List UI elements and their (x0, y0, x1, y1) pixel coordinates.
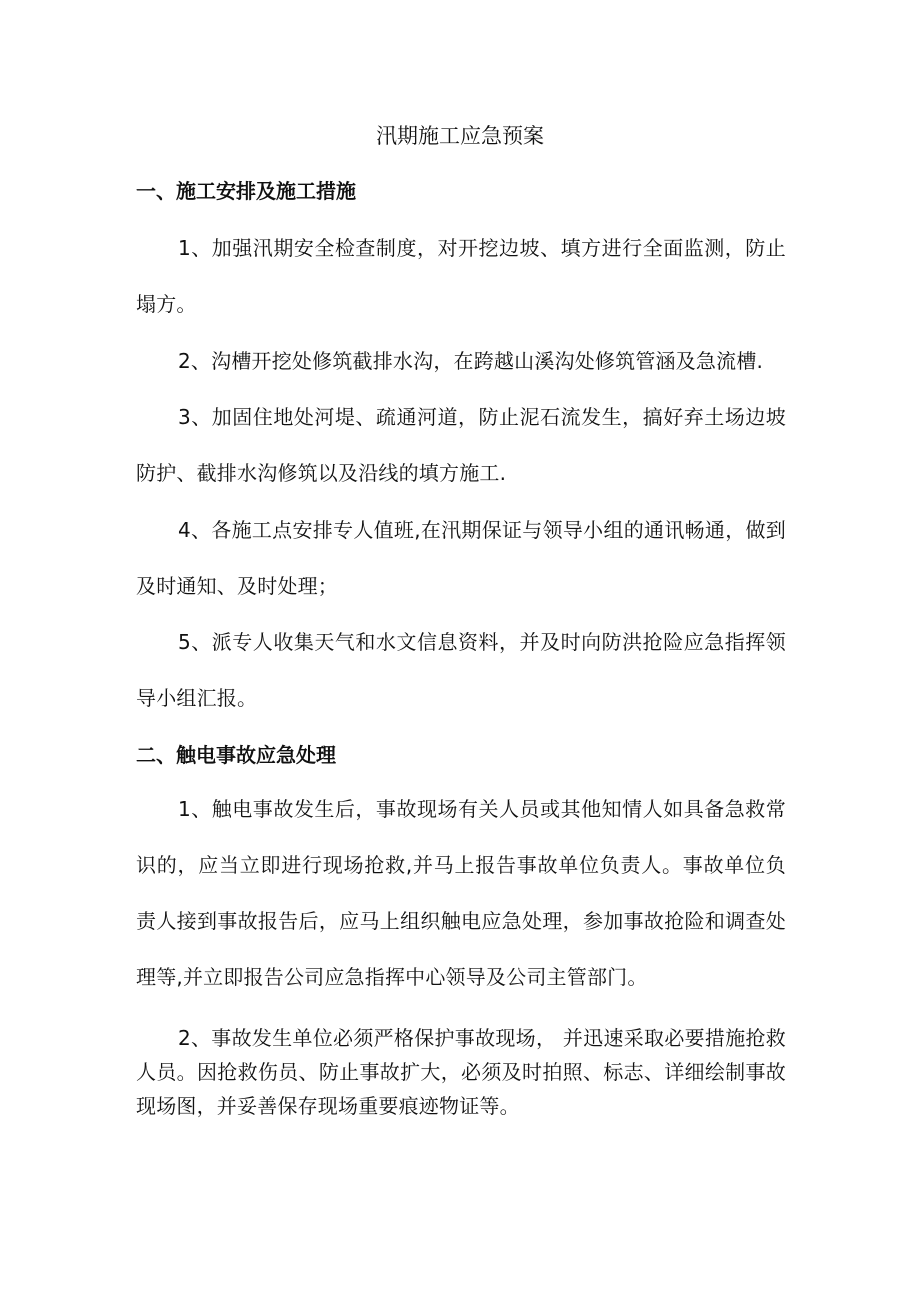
paragraph: 1、加强汛期安全检查制度，对开挖边坡、填方进行全面监测，防止塌方。 (136, 236, 786, 316)
section-heading: 二、触电事故应急处理 (136, 743, 336, 767)
paragraph: 4、各施工点安排专人值班,在汛期保证与领导小组的通讯畅通，做到及时通知、及时处理； (136, 518, 786, 598)
paragraph: 2、事故发生单位必须严格保护事故现场， 并迅速采取必要措施抢救人员。因抢救伤员、防止事故扩大，必须及时拍照、标志、详细绘制事故现场图，并妥善保存现场重要痕迹物证等。 (136, 1026, 786, 1118)
paragraph: 3、加固住地处河堤、疏通河道，防止泥石流发生，搞好弃土场边坡防护、截排水沟修筑以及沿线的填方施工. (136, 405, 786, 485)
document-title: 汛期施工应急预案 (376, 124, 544, 148)
section-heading: 一、施工安排及施工措施 (136, 179, 356, 203)
paragraph: 1、触电事故发生后，事故现场有关人员或其他知情人如具备急救常识的，应当立即进行现场抢救,并马上报告事故单位负责人。事故单位负责人接到事故报告后，应马上组织触电应急处理，参加事故抢险和调查处理等,并立即报告公司应急指挥中心领导及公司主管部门。 (136, 797, 786, 989)
paragraph: 2、沟槽开挖处修筑截排水沟，在跨越山溪沟处修筑管涵及急流槽. (178, 349, 764, 373)
paragraph: 5、派专人收集天气和水文信息资料，并及时向防洪抢险应急指挥领导小组汇报。 (136, 630, 786, 710)
